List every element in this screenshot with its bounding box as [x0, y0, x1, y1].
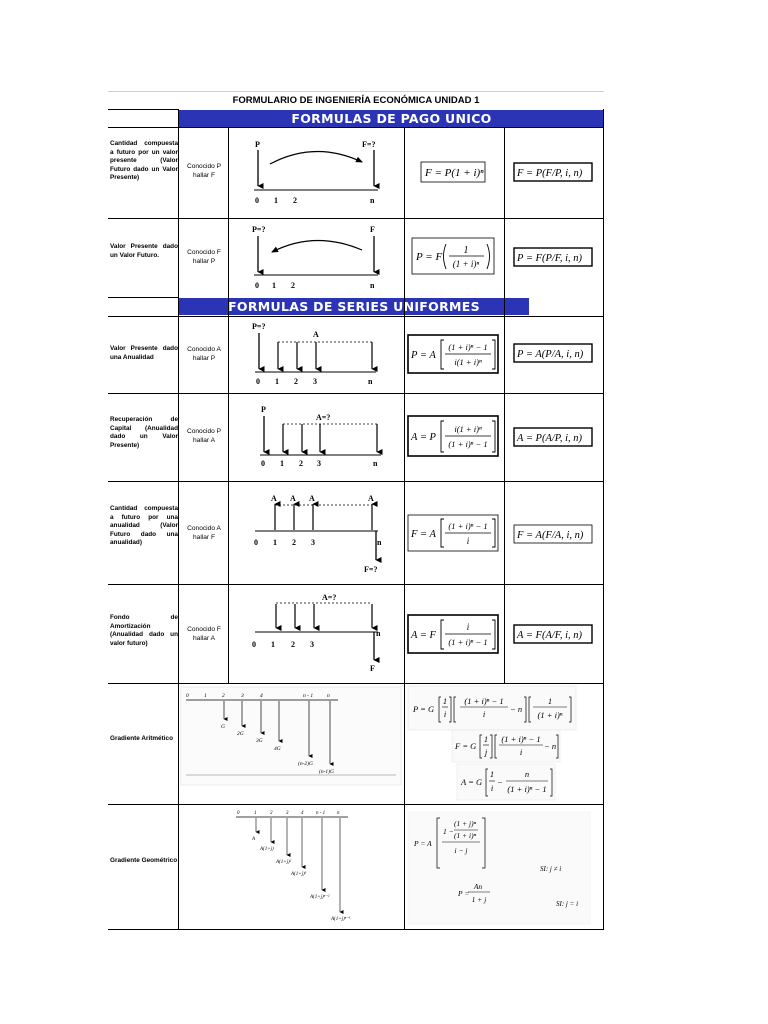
formula-5 — [408, 515, 498, 551]
svg-text:(1 + i)ⁿ: (1 + i)ⁿ — [537, 710, 563, 720]
svg-text:F = A(F/A, i, n): F = A(F/A, i, n) — [517, 530, 584, 541]
svg-text:− n: − n — [544, 741, 557, 751]
svg-text:1: 1 — [489, 769, 495, 779]
svg-text:1: 1 — [483, 734, 489, 744]
tick-label: 2 — [294, 377, 298, 386]
row-label: Valor Presente dado una Anualidad — [110, 345, 178, 361]
svg-text:A(1+j): A(1+j) — [260, 847, 274, 852]
svg-text:(n-2)G: (n-2)G — [298, 761, 313, 767]
diagram-label: A=? — [322, 593, 337, 602]
diagram-label: F=? — [364, 565, 378, 574]
condition-text: Conocido F hallar P — [187, 249, 221, 265]
row-label: Recuperación de Capital (Anualidad dado un Valor Presente) — [110, 416, 178, 449]
svg-text:i − j: i − j — [454, 846, 468, 855]
svg-text:A(1+j)²: A(1+j)² — [276, 860, 292, 865]
cash-flow-diagram-1 — [254, 140, 378, 205]
diagram-label: A — [290, 494, 296, 503]
tick-label: 3 — [317, 459, 321, 468]
diagram-label: P=? — [252, 225, 266, 234]
svg-text:F = P(1 + i)ⁿ: F = P(1 + i)ⁿ — [425, 167, 484, 179]
formula-3 — [408, 335, 498, 373]
svg-text:(1 + i)ⁿ: (1 + i)ⁿ — [453, 831, 477, 840]
cash-flow-diagram-5 — [254, 494, 382, 574]
svg-text:(1 + i)ⁿ − 1: (1 + i)ⁿ − 1 — [448, 439, 488, 449]
svg-text:A = P: A = P — [411, 432, 436, 443]
gradient-diagram-geometric — [236, 811, 351, 922]
diagram-label: F=? — [362, 140, 376, 149]
svg-text:(1 + i)ⁿ − 1: (1 + i)ⁿ − 1 — [448, 521, 488, 531]
svg-text:0: 0 — [237, 811, 240, 816]
svg-text:n - 1: n - 1 — [316, 811, 326, 816]
svg-text:i: i — [490, 783, 494, 793]
svg-text:G: G — [221, 724, 225, 730]
svg-text:3: 3 — [286, 811, 289, 816]
diagram-label: F — [370, 225, 375, 234]
svg-text:3: 3 — [241, 693, 244, 699]
cash-flow-diagram-3 — [252, 322, 376, 386]
svg-text:A: A — [252, 837, 256, 842]
svg-text:F = G: F = G — [455, 741, 477, 751]
svg-text:(1 + i)ⁿ − 1: (1 + i)ⁿ − 1 — [507, 784, 547, 794]
tick-label: n — [373, 459, 378, 468]
diagram-label: P=? — [252, 322, 266, 331]
svg-text:SI: j ≠ i: SI: j ≠ i — [540, 865, 562, 873]
svg-text:1: 1 — [463, 245, 469, 256]
tick-label: n — [376, 629, 381, 638]
svg-text:(1 + i)ⁿ − 1: (1 + i)ⁿ − 1 — [448, 342, 488, 352]
tick-label: 2 — [299, 459, 303, 468]
tick-label: 1 — [280, 459, 284, 468]
tick-label: 2 — [291, 281, 295, 290]
svg-text:1 + j: 1 + j — [471, 895, 487, 904]
svg-text:− n: − n — [510, 704, 523, 714]
svg-text:n: n — [327, 693, 330, 699]
tick-label: 0 — [256, 377, 260, 386]
condition-text: Conocido P hallar A — [186, 428, 222, 444]
svg-text:−: − — [497, 777, 503, 787]
svg-text:i: i — [443, 709, 447, 719]
svg-text:(1 + i)ⁿ − 1: (1 + i)ⁿ − 1 — [448, 637, 488, 647]
formula-4 — [408, 416, 498, 456]
condition-text: Conocido P hallar F — [186, 163, 222, 179]
svg-text:P = A: P = A — [411, 350, 436, 361]
svg-text:A = G: A = G — [461, 777, 483, 787]
formula-6 — [408, 615, 498, 653]
diagram-label: P — [255, 140, 260, 149]
formula-2 — [412, 238, 494, 274]
svg-text:P = G: P = G — [413, 704, 435, 714]
svg-text:(n-1)G: (n-1)G — [319, 769, 334, 775]
svg-text:1: 1 — [204, 693, 207, 699]
tick-label: 1 — [274, 196, 278, 205]
page-title: FORMULARIO DE INGENIERÍA ECONÓMICA UNIDAD 1 — [232, 95, 480, 106]
tick-label: 2 — [291, 640, 295, 649]
condition-text: Conocido A hallar P — [187, 346, 221, 362]
tick-label: n — [370, 281, 375, 290]
svg-text:i: i — [466, 536, 470, 546]
condition-text: Conocido A hallar F — [187, 525, 221, 541]
section-band-uniform: FORMULAS DE SERIES UNIFORMES — [179, 298, 529, 315]
svg-text:P = A(P/A, i, n): P = A(P/A, i, n) — [517, 349, 584, 360]
tick-label: 0 — [255, 196, 259, 205]
cash-flow-diagram-6 — [252, 593, 381, 673]
svg-text:F = A: F = A — [411, 529, 436, 540]
gradient-formulas-geometric — [408, 812, 590, 924]
row-label: Gradiente Geométrico — [110, 857, 178, 864]
tick-label: 2 — [292, 538, 296, 547]
svg-text:i: i — [466, 622, 470, 632]
svg-text:SI: j = i: SI: j = i — [556, 900, 579, 908]
svg-text:P =: P = — [458, 889, 470, 898]
svg-text:2: 2 — [270, 811, 273, 816]
svg-text:A = P(A/P, i, n): A = P(A/P, i, n) — [517, 433, 583, 444]
tick-label: 1 — [275, 377, 279, 386]
svg-text:n: n — [524, 769, 530, 779]
gradient-diagram-arithmetic — [181, 687, 401, 785]
tick-label: 0 — [254, 538, 258, 547]
tick-label: 1 — [272, 281, 276, 290]
gradient-formulas-arithmetic — [408, 686, 576, 800]
svg-text:j: j — [484, 747, 488, 757]
tick-label: 3 — [313, 377, 317, 386]
svg-text:4G: 4G — [274, 746, 281, 752]
tick-label: n — [368, 377, 373, 386]
row-label: Fondo de Amortización (Anualidad dado un valor futuro) — [110, 614, 178, 647]
svg-text:(1 + i)ⁿ − 1: (1 + i)ⁿ − 1 — [501, 734, 541, 744]
svg-text:i(1 + i)ⁿ: i(1 + i)ⁿ — [454, 357, 482, 367]
diagram-label: P — [261, 405, 266, 414]
cash-flow-diagram-4 — [260, 405, 381, 468]
svg-text:1 −: 1 − — [443, 827, 454, 836]
row-label: Cantidad compuesta a futuro por una anualidad (Valor Futuro dado una anualidad) — [110, 505, 178, 547]
svg-text:(1 + j)ⁿ: (1 + j)ⁿ — [453, 819, 477, 828]
tick-label: 2 — [293, 196, 297, 205]
svg-text:2: 2 — [222, 693, 225, 699]
svg-text:P = F: P = F — [416, 251, 443, 263]
diagram-label: A — [309, 494, 315, 503]
tick-label: 1 — [271, 640, 275, 649]
svg-text:n - 1: n - 1 — [303, 693, 314, 699]
svg-text:1: 1 — [442, 696, 448, 706]
svg-text:0: 0 — [186, 693, 189, 699]
notation-6 — [514, 625, 592, 643]
svg-text:i: i — [519, 747, 523, 757]
formula-1 — [421, 162, 485, 182]
cash-flow-diagram-2 — [252, 225, 378, 290]
tick-label: 3 — [310, 640, 314, 649]
svg-text:(1 + i)ⁿ: (1 + i)ⁿ — [452, 259, 480, 269]
tick-label: n — [377, 538, 382, 547]
notation-2 — [514, 248, 592, 266]
tick-label: 0 — [261, 459, 265, 468]
svg-text:A(1+j)³: A(1+j)³ — [291, 872, 307, 877]
diagram-label: A — [271, 494, 277, 503]
svg-text:4: 4 — [260, 693, 263, 699]
svg-text:1: 1 — [254, 811, 257, 816]
diagram-label: A — [313, 330, 319, 339]
row-label: Valor Presente dado un Valor Futuro. — [110, 243, 178, 259]
section-band-single: FORMULAS DE PAGO UNICO — [179, 110, 604, 127]
tick-label: 1 — [273, 538, 277, 547]
svg-text:(1 + i)ⁿ − 1: (1 + i)ⁿ − 1 — [464, 696, 504, 706]
svg-text:A(1+j)ⁿ⁻¹: A(1+j)ⁿ⁻¹ — [331, 917, 351, 922]
tick-label: 3 — [311, 538, 315, 547]
diagram-label: A — [368, 494, 374, 503]
svg-text:4: 4 — [301, 811, 304, 816]
svg-text:i(1 + i)ⁿ: i(1 + i)ⁿ — [454, 424, 482, 434]
svg-text:2G: 2G — [237, 731, 244, 737]
tick-label: 0 — [252, 640, 256, 649]
svg-text:P = F(P/F, i, n): P = F(P/F, i, n) — [517, 253, 583, 264]
notation-3 — [514, 344, 592, 362]
notation-4 — [514, 428, 592, 446]
row-label: Gradiente Aritmético — [110, 735, 173, 742]
svg-text:An: An — [473, 882, 483, 891]
svg-text:1: 1 — [547, 696, 553, 706]
svg-text:3G: 3G — [256, 738, 263, 744]
svg-text:A = F(A/F, i, n): A = F(A/F, i, n) — [517, 630, 583, 641]
diagram-label: F — [370, 664, 375, 673]
svg-text:n: n — [337, 811, 340, 816]
notation-5 — [514, 525, 592, 543]
diagram-label: A=? — [316, 413, 331, 422]
tick-label: 0 — [255, 281, 259, 290]
svg-text:F = P(F/P, i, n): F = P(F/P, i, n) — [517, 168, 583, 179]
condition-text: Conocido F hallar A — [187, 626, 221, 642]
svg-text:A(1+j)ⁿ⁻²: A(1+j)ⁿ⁻² — [310, 895, 330, 900]
tick-label: n — [370, 196, 375, 205]
svg-text:A = F: A = F — [411, 630, 436, 641]
svg-text:P = A: P = A — [414, 839, 432, 848]
svg-text:i: i — [482, 709, 486, 719]
row-label: Cantidad compuesta a futuro por un valor presente (Valor Futuro dado un Valor Presente) — [110, 140, 178, 182]
notation-1 — [514, 163, 592, 181]
